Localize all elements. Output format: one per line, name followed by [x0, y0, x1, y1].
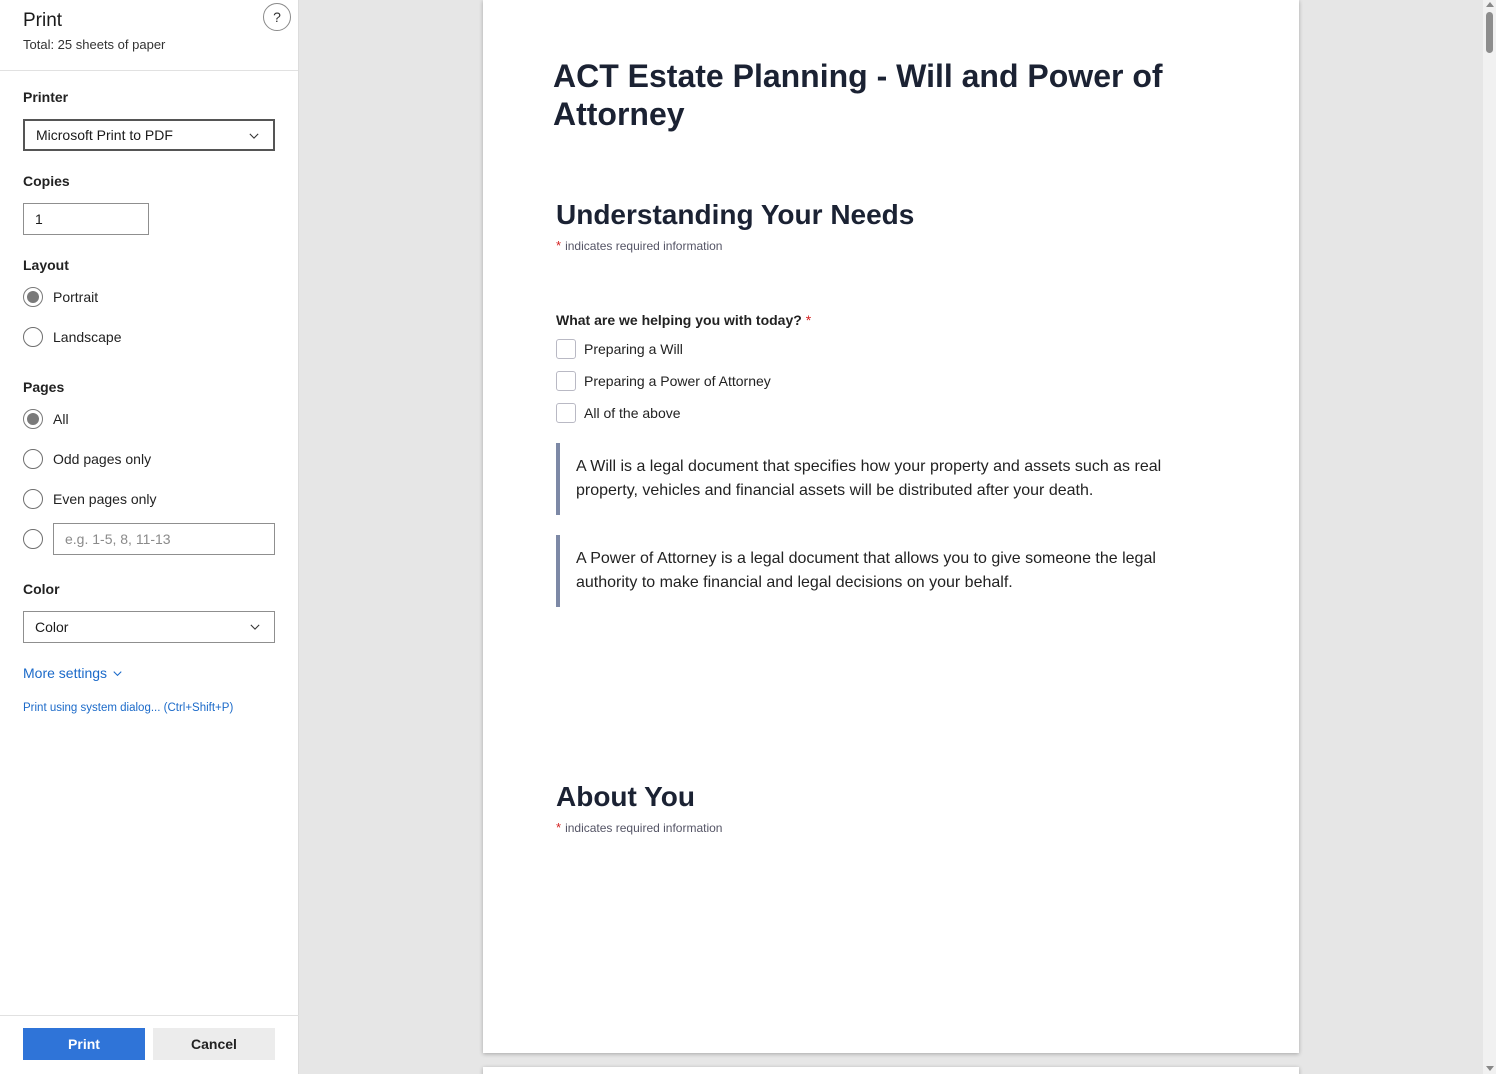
copies-input[interactable]: 1: [23, 203, 149, 235]
pages-option-custom[interactable]: [23, 528, 43, 550]
required-note-text: indicates required information: [565, 821, 723, 835]
info-blockquote: A Will is a legal document that specifies how your property and assets such as real property, vehicles and financial assets will be distributed after your death.: [556, 443, 1206, 515]
checkbox-label: Preparing a Power of Attorney: [584, 373, 771, 389]
color-select[interactable]: [23, 611, 275, 643]
checkbox-icon[interactable]: [556, 403, 576, 423]
required-note-text: indicates required information: [565, 239, 723, 253]
radio-selected-icon[interactable]: [23, 287, 43, 307]
radio-icon[interactable]: [23, 489, 43, 509]
pages-option-all[interactable]: [23, 408, 69, 430]
panel-footer: [0, 1015, 299, 1074]
checkbox-label: All of the above: [584, 405, 681, 421]
custom-pages-input[interactable]: e.g. 1-5, 8, 11-13: [53, 523, 275, 555]
scroll-up-arrow-icon[interactable]: [1486, 2, 1494, 7]
preview-page: [483, 0, 1299, 1053]
layout-option-label: Portrait: [53, 289, 99, 305]
print-preview-area[interactable]: [300, 0, 1483, 1074]
panel-title: Print: [23, 10, 63, 31]
radio-icon[interactable]: [23, 529, 43, 549]
chevron-down-icon: [113, 669, 122, 678]
required-star-icon: *: [805, 312, 812, 328]
checkbox-option[interactable]: [556, 339, 683, 359]
radio-icon[interactable]: [23, 327, 43, 347]
checkbox-option[interactable]: [556, 403, 681, 423]
info-blockquote: A Power of Attorney is a legal document that allows you to give someone the legal authority to make financial and legal decisions on your behalf.: [556, 535, 1206, 607]
scroll-down-arrow-icon[interactable]: [1486, 1066, 1494, 1071]
required-note: [556, 820, 722, 835]
color-label: Color: [23, 581, 60, 597]
question-label: [556, 312, 811, 328]
checkbox-option[interactable]: [556, 371, 771, 391]
section-heading: Understanding Your Needs: [556, 199, 915, 230]
sheet-count: Total: 25 sheets of paper: [23, 37, 166, 52]
checkbox-icon[interactable]: [556, 339, 576, 359]
pages-option-label: Odd pages only: [53, 451, 152, 467]
question-text: What are we helping you with today?: [556, 312, 802, 328]
pages-option-label: All: [53, 411, 69, 427]
radio-icon[interactable]: [23, 449, 43, 469]
color-value: Color: [35, 619, 69, 635]
layout-option-portrait[interactable]: [23, 286, 98, 308]
radio-selected-icon[interactable]: [23, 409, 43, 429]
help-icon[interactable]: ?: [263, 3, 291, 31]
required-star-icon: *: [556, 238, 562, 253]
preview-scrollbar[interactable]: [1483, 0, 1496, 1074]
chevron-down-icon: [250, 622, 260, 632]
pages-option-odd[interactable]: [23, 448, 151, 470]
layout-option-label: Landscape: [53, 329, 122, 345]
chevron-down-icon: [249, 131, 259, 141]
section-heading: About You: [556, 781, 695, 812]
pages-option-even[interactable]: [23, 488, 157, 510]
printer-value: Microsoft Print to PDF: [36, 127, 173, 143]
cancel-button[interactable]: Cancel: [153, 1028, 275, 1060]
required-note: [556, 238, 722, 253]
panel-header: [0, 0, 298, 71]
more-settings-label: More settings: [23, 665, 108, 681]
printer-select[interactable]: [23, 119, 275, 151]
system-dialog-link[interactable]: Print using system dialog... (Ctrl+Shift+P): [23, 702, 234, 714]
checkbox-icon[interactable]: [556, 371, 576, 391]
required-star-icon: *: [556, 820, 562, 835]
checkbox-label: Preparing a Will: [584, 341, 683, 357]
more-settings-link[interactable]: [23, 665, 122, 681]
layout-option-landscape[interactable]: [23, 326, 122, 348]
print-settings-panel: [0, 0, 299, 1074]
layout-label: Layout: [23, 257, 69, 273]
pages-option-label: Even pages only: [53, 491, 157, 507]
copies-label: Copies: [23, 173, 70, 189]
preview-page-next: [483, 1067, 1299, 1074]
print-button[interactable]: Print: [23, 1028, 145, 1060]
pages-label: Pages: [23, 379, 65, 395]
scroll-thumb[interactable]: [1486, 12, 1493, 53]
document-title: ACT Estate Planning - Will and Power of Attorney: [553, 58, 1163, 132]
printer-label: Printer: [23, 89, 69, 105]
